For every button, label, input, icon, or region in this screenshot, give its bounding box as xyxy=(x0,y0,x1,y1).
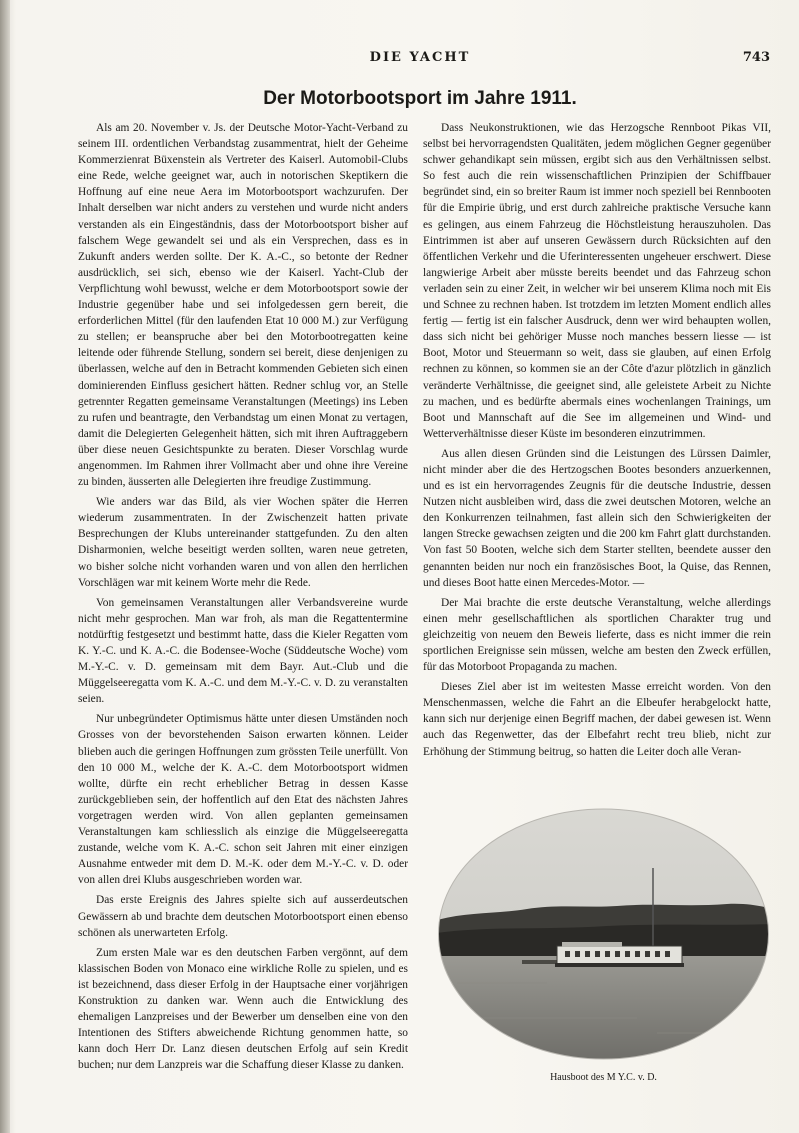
right-text-column xyxy=(423,120,771,780)
photo-caption: Hausboot des M Y.C. v. D. xyxy=(550,1072,657,1083)
paragraph: Das erste Ereignis des Jahres spielte sich auf ausserdeutschen Gewässern ab und brachte dem deutschen Motorbootsport einen ebenso schönen als unerwarteten Erfolg. xyxy=(78,894,408,939)
running-title: DIE YACHT xyxy=(369,50,471,65)
paragraph: Zum ersten Male war es den deutschen Farben vergönnt, auf dem klassischen Boden von Monaco eine wirkliche Rolle zu spielen, und es ist bezeichnend, dass dieser Erfolg in der Hauptsache einer vorjährigen Konstruktion zu danken war. Wenn auch die Entwicklung des ehemaligen Lanzpreises und der Bewerber um denselben eine von den Intentionen des Stifters abweichende Richtung genommen hatte, so kann doch Herr Dr. Lanz diesen deutschen Erfolg auf sein Kredit buchen; nur dem Lanzpreis war die Schaffung dieser Klasse zu danken. xyxy=(78,946,408,1072)
left-text-column xyxy=(78,120,408,1090)
paragraph: Der Mai brachte die erste deutsche Veranstaltung, welche allerdings einen mehr gesellschaftlichen als sportlichen Charakter trug und gleichzeitig von neuem den Beweis lieferte, dass es nicht immer die rein sportlichen Ereignisse sein müssen, welche am besten den Zweck erfüllen, für das Motorboot Propaganda zu machen. xyxy=(423,596,771,674)
houseboat-photo xyxy=(437,808,770,1060)
houseboat-photo-illustration xyxy=(437,808,770,1060)
paragraph: Dieses Ziel aber ist im weitesten Masse erreicht worden. Von den Menschenmassen, welche die Fahrt an die Elbeufer herabgelockt hatte, kann sich nur derjenige einen Begriff machen, der dabei gewesen ist. Wenn auch das Regenwetter, das der Elbefahrt recht treu blieb, nicht zur Erhöhung der Stimmung beitrug, so hatten die Leiter doch alle Veran- xyxy=(423,681,771,758)
paragraph: Von gemeinsamen Veranstaltungen aller Verbandsvereine wurde nicht mehr gesprochen. Man war froh, als man die Regattentermine notdürftig festgesetzt und bestimmt hatte, dass die Kieler Regatten vom K. Y.-C. und K. A.-C. die Bodensee-Woche (Süddeutsche Woche) vom M.-Y.-C. v. D. gemeinsam mit dem Bayr. Aut.-Club und die Müggelseeregatta vom K. A.-C. und dem M.-Y.-C. v. D. zu veranstalten seien. xyxy=(78,596,408,706)
paragraph: Dass Neukonstruktionen, wie das Herzogsche Rennboot Pikas VII, selbst bei hervorragendsten Qualitäten, jedem möglichen Gegner gegenüber schwer gehandikapt sein müssen, ergibt sich aus den Verhältnissen selbst. So fest auch die rein wissenschaftlichen Prinzipien der Schiffbauer begründet sind, ein so breiter Raum ist immer noch speziell bei Rennbooten für die Empirie übrig, und erst durch zahlreiche praktische Versuche kann es gelingen, aus einem Fahrzeug die Höchstleistung herauszuholen. Das Eintrimmen ist aber auf unseren Gewässern durch Rücksichten auf den öffentlichen Verkehr und die Uferinteressenten ungeheuer erschwert. Diese langwierige Arbeit aber müsste bereits beendet und das Fahrzeug schon verladen sein zu einer Zeit, in welcher wir bei unserem Klima noch mit Eis und Schnee zu rechnen haben. Ist trotzdem im letzten Moment endlich alles fertig — fertig ist ein falscher Ausdruck, denn wer wird behaupten wollen, dass sich nicht bei gehöriger Musse noch manches bessern liesse — ist Boot, Motor und Steuermann so weit, dass sie glauben, auf einen Erfolg rechnen zu können, so kommen sie an der Côte d'azur plötzlich in gänzlich veränderte Verhältnisse, die geeignet sind, alle geleistete Arbeit zu Nichte zu machen, und es bedürfte abermals eines wochenlangen Trainings, um Boot und Mannschaft auf die See im allgemeinen und Wind- und Wetterverhältnisse dieser Küste im besonderen einzutrimmen. xyxy=(423,122,771,440)
paragraph: Wie anders war das Bild, als vier Wochen später die Herren wiederum zusammentraten. In der Zwischenzeit hatten private Besprechungen der Klubs untereinander stattgefunden. Zu den alten Disharmonien, welche beseitigt werden sollten, waren neue getreten, wo bisher solche nicht vorhanden waren und von allen den herrlichen Vorschlägen war mit keinem Worte mehr die Rede. xyxy=(78,496,408,589)
page-binding-edge xyxy=(0,0,10,1133)
article-title: Der Motorbootsport im Jahre 1911. xyxy=(263,88,577,109)
paragraph: Nur unbegründeter Optimismus hätte unter diesen Umständen noch Grosses von der bevorstehenden Saison erwarten können. Leider blieben auch die geringen Hoffnungen zum grössten Teile unerfüllt. Von den 10 000 M., welche der K. A.-C. dem Motorbootsport widmen wollte, dürfte ein recht erheblicher Betrag in dessen Kasse zurückgeblieben sein, der hoffentlich auf den Etat des nächsten Jahres vorgetragen werden wird. Von allen geplanten gemeinsamen Veranstaltungen kam schliesslich als einzige die Müggelseeregatta zustande, welche vom K. A.-C. schon seit Jahren mit einer einzigen Ausnahme entweder mit dem D. M.-K. oder dem M.-Y.-C. v. D. oder von allen drei Klubs ausgeschrieben worden war. xyxy=(78,713,408,887)
paragraph: Aus allen diesen Gründen sind die Leistungen des Lürssen Daimler, nicht minder aber die des Hertzogschen Bootes besonders anzuerkennen, und es ist ein hervorragendes Zeugnis für die deutsche Industrie, dessen Nutzen nicht ausbleiben wird, dass die zwei deutschen Motoren, welche an den Konkurrenzen teilnahmen, fast allein sich den Schwierigkeiten der langen Strecke gewachsen zeigten und die 200 km Fahrt glatt durchstanden. Von fast 50 Booten, welche sich dem Starter stellten, beendete ausser den genannten beiden nur noch ein französisches Boot, la Quise, das Rennen, und dieses Boot hatte einen Mercedes-Motor. — xyxy=(423,447,771,589)
page-number: 743 xyxy=(742,50,770,65)
paragraph: Als am 20. November v. Js. der Deutsche Motor-Yacht-Verband zu seinem III. ordentlichen Verbandstag zusammentrat, hielt der Geheime Kommerzienrat Büxenstein als Vertreter des Kaiserl. Automobil-Clubs eine Rede, welche geeignet war, auch in notorischen Skeptikern die Hoffnung auf eine neue Aera im Motorbootsport wachzurufen. Der Inhalt derselben war nicht anders zu verstehen und wurde nicht anders verstanden als ein Eingeständnis, dass der Motorbootsport bisher auf falschem Wege gewandelt sei und als ein Versprechen, dass es in Zukunft anders werden sollte. Der K. A.-C., so betonte der Redner ausdrücklich, sei sich, ebenso wie der Kaiserl. Yacht-Club der Verpflichtung wohl bewusst, welche er dem Motorbootsport sowie der Industrie gegenüber habe und sei infolgedessen gern bereit, die erforderlichen Mittel (für den laufenden Etat 10 000 M.) zur Verfügung zu stellen; er beanspruche aber bei den Motorbootregatten keine leitende oder führende Stellung, sondern sei bereit, diese denjenigen zu überlassen, welche auf den in Betracht kommenden Gebieten sich einen dominierenden Einfluss gesichert hätten. Redner schlug vor, an Stelle getrennter Regatten gemeinsame Veranstaltungen (Meetings) ins Leben zu rufen und beantragte, den Verbandstag um einen Monat zu vertagen, damit die Delegierten Gelegenheit hätten, sich mit ihren Auftraggebern über diese neuen Gesichtspunkte zu beraten. Dieser Vorschlag wurde angenommen. Im Rahmen ihrer Vollmacht aber und ohne ihre Vereine zu binden, äusserten alle Delegierten ihre freudige Zustimmung. xyxy=(78,122,408,489)
